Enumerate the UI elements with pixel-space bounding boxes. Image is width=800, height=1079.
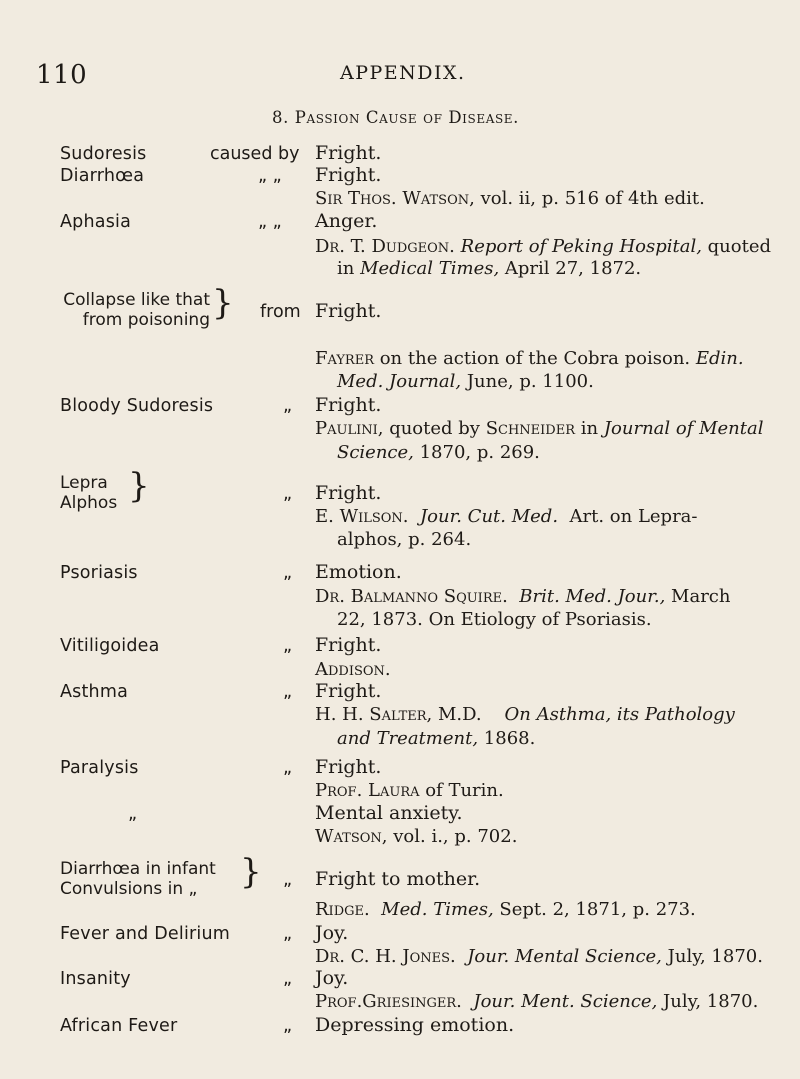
cite-work: Jour. Cut. Med. [419, 506, 559, 527]
cite-author: Dr. Balmanno Squire. [315, 586, 508, 607]
right-brace: } [212, 283, 234, 323]
disease-label: Vitiligoidea [60, 636, 160, 656]
cite-author: Prof.Griesinger. [315, 991, 462, 1012]
cause-text: Depressing emotion. [315, 1014, 515, 1036]
disease-label [60, 473, 117, 513]
citation [315, 188, 705, 209]
cite-work: Report of Peking Hospital, [460, 236, 702, 257]
disease-label-line: Convulsions in „ [60, 879, 198, 899]
citation [315, 899, 696, 920]
cite-rest: vol. i., p. 702. [387, 826, 518, 847]
cite-work: Journal of Mental [603, 418, 764, 439]
cite-author: Dr. C. H. Jones. [315, 946, 456, 967]
citation [315, 236, 771, 257]
connector: „ „ [258, 212, 282, 232]
connector: „ [283, 396, 293, 416]
citation-continued [337, 258, 641, 279]
cause-text: Joy. [315, 922, 349, 944]
connector: „ [283, 1016, 293, 1036]
connector: „ [283, 870, 293, 890]
connector: „ [283, 682, 293, 702]
cite-rest: vol. ii, p. 516 of 4th edit. [474, 188, 705, 209]
citation [315, 348, 744, 369]
disease-label [60, 859, 216, 899]
citation-continued [337, 371, 594, 392]
cite-author: Schneider [485, 418, 576, 439]
cite-rest: of Turin. [419, 780, 504, 801]
connector: caused by [210, 144, 300, 164]
disease-label: Fever and Delirium [60, 924, 231, 944]
cause-text: Fright. [315, 164, 382, 186]
connector: „ [283, 563, 293, 583]
cite-author: Addison. [315, 659, 391, 680]
citation [315, 826, 517, 847]
cite-work: Jour. Mental Science, [467, 946, 662, 967]
citation-continued: alphos, p. 264. [337, 529, 472, 550]
citation-continued [337, 442, 540, 463]
ditto-mark: „ [128, 804, 138, 824]
cite-rest: quoted [701, 236, 772, 257]
cite-rest: in [337, 258, 361, 279]
cite-work: Brit. Med. Jour., [519, 586, 666, 607]
cause-text: Fright. [315, 634, 382, 656]
disease-label-line: Lepra [60, 473, 108, 493]
disease-label [60, 290, 210, 330]
connector: from [260, 302, 301, 322]
cite-author: E. Wilson. [315, 506, 409, 527]
disease-label: Diarrhœa [60, 166, 145, 186]
cite-rest: June, p. 1100. [461, 371, 594, 392]
cause-text: Fright. [315, 680, 382, 702]
cite-rest: Art. on Lepra- [569, 506, 698, 527]
citation [315, 780, 504, 801]
disease-label: Psoriasis [60, 563, 138, 583]
right-brace: } [128, 466, 150, 506]
disease-label-line: Collapse like that [63, 290, 210, 310]
cite-author: Prof. Laura [315, 780, 420, 801]
cite-author: Watson, [315, 826, 388, 847]
cite-work: Science, [337, 442, 414, 463]
cite-author: H. H. Salter, M.D. [315, 704, 482, 725]
cite-rest: March [665, 586, 731, 607]
citation-continued: 22, 1873. On Etiology of Psoriasis. [337, 609, 652, 630]
cite-rest: 1868. [478, 728, 536, 749]
disease-label-line: Alphos [60, 493, 118, 513]
cause-text: Anger. [315, 210, 378, 232]
citation [315, 586, 730, 607]
cite-work: On Asthma, its Pathology [504, 704, 735, 725]
citation [315, 506, 698, 527]
cite-rest: on the action of the Cobra poison. [374, 348, 691, 369]
citation [315, 946, 763, 967]
cause-text: Fright to mother. [315, 868, 481, 890]
disease-label: Aphasia [60, 212, 131, 232]
cite-rest: July, 1870. [657, 991, 759, 1012]
cite-author: Fayrer [315, 348, 374, 369]
cause-text: Fright. [315, 394, 382, 416]
cite-rest: in [575, 418, 604, 439]
citation [315, 418, 763, 439]
running-head: APPENDIX. [340, 62, 466, 84]
disease-label-line: Diarrhœa in infant [60, 859, 216, 879]
connector: „ „ [258, 166, 282, 186]
cite-author: Paulini, [315, 418, 384, 439]
section-title: 8. Passion Cause of Disease. [272, 108, 519, 127]
disease-label: Insanity [60, 969, 131, 989]
cause-text: Joy. [315, 967, 349, 989]
cite-work: and Treatment, [337, 728, 479, 749]
right-brace: } [240, 852, 262, 892]
citation [315, 991, 758, 1012]
cite-work: Edin. [695, 348, 744, 369]
cite-rest: April 27, 1872. [499, 258, 642, 279]
citation [315, 704, 735, 725]
cause-text: Mental anxiety. [315, 802, 463, 824]
connector: „ [283, 636, 293, 656]
cause-text: Emotion. [315, 561, 402, 583]
cause-text: Fright. [315, 142, 382, 164]
cause-text: Fright. [315, 756, 382, 778]
cite-rest: 1870, p. 269. [413, 442, 540, 463]
disease-label: Asthma [60, 682, 129, 702]
citation-continued [337, 728, 535, 749]
disease-label: African Fever [60, 1016, 178, 1036]
disease-label: Bloody Sudoresis [60, 396, 214, 416]
cite-author: Ridge. [315, 899, 370, 920]
cite-work: Med. Journal, [337, 371, 462, 392]
cite-author: Sir Thos. Watson, [315, 188, 475, 209]
cite-rest: Sept. 2, 1871, p. 273. [493, 899, 696, 920]
cause-text: Fright. [315, 300, 382, 322]
disease-label: Sudoresis [60, 144, 147, 164]
disease-label: Paralysis [60, 758, 139, 778]
cite-work: Jour. Ment. Science, [473, 991, 658, 1012]
page-number: 110 [36, 60, 88, 90]
disease-label-line: from poisoning [82, 310, 210, 330]
cite-work: Med. Times, [381, 899, 494, 920]
cite-author: Dr. T. Dudgeon. [315, 236, 455, 257]
cite-work: Medical Times, [360, 258, 500, 279]
cite-rest: quoted by [383, 418, 486, 439]
connector: „ [283, 924, 293, 944]
connector: „ [283, 484, 293, 504]
connector: „ [283, 969, 293, 989]
cause-text: Fright. [315, 482, 382, 504]
connector: „ [283, 758, 293, 778]
cite-rest: July, 1870. [661, 946, 763, 967]
